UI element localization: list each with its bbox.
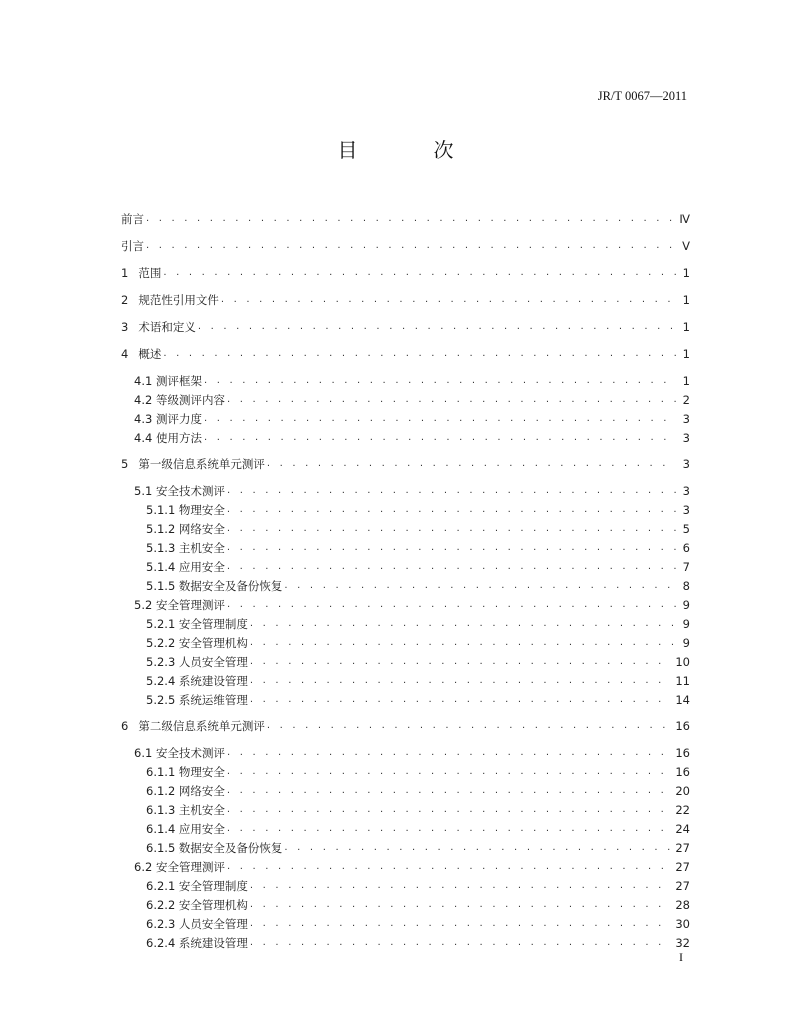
toc-entry[interactable] [121, 482, 690, 498]
toc-entry[interactable] [121, 634, 690, 650]
toc-entry-page: 14 [675, 693, 690, 707]
toc-entry-number: 6 [121, 719, 129, 733]
toc-entry-label [121, 936, 250, 950]
dot-leader [227, 503, 676, 517]
dot-leader [227, 860, 671, 874]
toc-entry-number: 1 [121, 266, 129, 280]
toc-entry[interactable] [121, 501, 690, 517]
toc-entry-text: 6.2.1 安全管理制度 [146, 879, 248, 893]
toc-entry-text: 5.2.1 安全管理制度 [146, 617, 248, 631]
toc-entry-label [121, 746, 227, 760]
toc-entry-text: 5.2.5 系统运维管理 [146, 693, 248, 707]
toc-entry[interactable] [121, 210, 690, 226]
toc-entry-text: 前言 [121, 212, 144, 226]
toc-entry-page: 3 [682, 431, 690, 445]
toc-entry-page: 32 [675, 936, 690, 950]
toc-entry-page: 3 [682, 503, 690, 517]
dot-leader [227, 393, 676, 407]
toc-entry-page: 27 [675, 879, 690, 893]
toc-entry-page: 24 [675, 822, 690, 836]
toc-entry[interactable] [121, 391, 690, 407]
toc-entry[interactable] [121, 615, 690, 631]
toc-entry-number: 3 [121, 320, 129, 334]
toc-entry-label [121, 560, 227, 574]
dot-leader [284, 579, 676, 593]
toc-entry-label [121, 636, 250, 650]
toc-entry[interactable] [121, 915, 690, 931]
dot-leader [267, 719, 672, 733]
toc-entry-text: 5.1.3 主机安全 [146, 541, 225, 555]
toc-entry-number: 4 [121, 347, 129, 361]
toc-entry-label [121, 239, 146, 253]
dot-leader [250, 693, 671, 707]
toc-entry-label [121, 917, 250, 931]
toc-entry-label [121, 617, 250, 631]
dot-leader [250, 617, 676, 631]
toc-entry[interactable] [121, 558, 690, 574]
toc-entry[interactable] [121, 672, 690, 688]
dot-leader [146, 239, 676, 253]
toc-entry-page: 20 [675, 784, 690, 798]
toc-entry-label [121, 841, 284, 855]
toc-entry[interactable] [121, 291, 690, 307]
toc-entry-page: 16 [675, 719, 690, 733]
toc-entry[interactable] [121, 896, 690, 912]
standard-code: JR/T 0067—2011 [597, 89, 687, 103]
dot-leader [227, 784, 671, 798]
toc-entry-page: 9 [682, 636, 690, 650]
toc-entry-text: 5.2.4 系统建设管理 [146, 674, 248, 688]
toc-entry[interactable] [121, 691, 690, 707]
page-number: I [679, 950, 683, 964]
dot-leader [204, 431, 676, 445]
toc-entry-page: 8 [682, 579, 690, 593]
toc-entry[interactable] [121, 839, 690, 855]
toc-entry-page: 1 [682, 293, 690, 307]
toc-entry-page: 7 [682, 560, 690, 574]
dot-leader [221, 293, 676, 307]
toc-entry[interactable] [121, 744, 690, 760]
toc-entry[interactable] [121, 429, 690, 445]
toc-entry-text: 6.1.5 数据安全及备份恢复 [146, 841, 283, 855]
dot-leader [250, 674, 671, 688]
toc-entry[interactable] [121, 577, 690, 593]
toc-entry-text: 5.1.4 应用安全 [146, 560, 225, 574]
dot-leader [250, 898, 671, 912]
toc-entry-label [121, 765, 227, 779]
toc-entry[interactable] [121, 801, 690, 817]
toc-entry-text: 5.2.2 安全管理机构 [146, 636, 248, 650]
toc-entry[interactable] [121, 782, 690, 798]
dot-leader [267, 457, 676, 471]
toc-entry-page: 11 [675, 674, 690, 688]
toc-entry-text: 6.1.1 物理安全 [146, 765, 225, 779]
toc-entry-text: 范围 [138, 266, 162, 280]
dot-leader [227, 560, 676, 574]
toc-entry-page: 3 [682, 412, 690, 426]
dot-leader [227, 484, 676, 498]
toc-entry-page: 22 [675, 803, 690, 817]
toc-entry-label [121, 457, 267, 471]
toc-entry-page: 3 [682, 457, 690, 471]
toc-entry-page: 5 [682, 522, 690, 536]
toc-entry-label [121, 579, 284, 593]
toc-entry-text: 规范性引用文件 [138, 293, 219, 307]
toc-entry-text: 第二级信息系统单元测评 [138, 719, 265, 733]
dot-leader [250, 936, 671, 950]
dot-leader [227, 765, 671, 779]
toc-entry-text: 6.1.2 网络安全 [146, 784, 225, 798]
toc-entry-text: 5.2.3 人员安全管理 [146, 655, 248, 669]
dot-leader [227, 803, 671, 817]
toc-entry-label [121, 393, 227, 407]
toc-entry-text: 5.2 安全管理测评 [134, 598, 225, 612]
toc-entry-page: 16 [675, 765, 690, 779]
toc-entry[interactable] [121, 520, 690, 536]
dot-leader [227, 541, 676, 555]
toc-entry[interactable] [121, 345, 690, 361]
toc-entry-page: 1 [682, 320, 690, 334]
toc-entry-label [121, 347, 163, 361]
toc-entry-label [121, 719, 267, 733]
toc-entry[interactable] [121, 653, 690, 669]
toc-entry-page: 6 [682, 541, 690, 555]
toc-entry-label [121, 503, 227, 517]
toc-entry-label [121, 674, 250, 688]
toc-entry-text: 5.1 安全技术测评 [134, 484, 225, 498]
toc-entry-page: 1 [682, 347, 690, 361]
toc-entry[interactable] [121, 237, 690, 253]
toc-entry[interactable] [121, 877, 690, 893]
dot-leader [204, 374, 676, 388]
toc-entry-page: 1 [682, 374, 690, 388]
dot-leader [146, 212, 675, 226]
toc-entry-page: 10 [675, 655, 690, 669]
toc-entry-page: 28 [675, 898, 690, 912]
toc-entry-label [121, 320, 198, 334]
toc-entry-text: 5.1.5 数据安全及备份恢复 [146, 579, 283, 593]
toc-entry[interactable] [121, 264, 690, 280]
toc-entry-page: 1 [682, 266, 690, 280]
toc-entry-text: 6.1.3 主机安全 [146, 803, 225, 817]
toc-entry-label [121, 693, 250, 707]
toc-entry[interactable] [121, 455, 690, 471]
toc-entry[interactable] [121, 318, 690, 334]
toc-entry[interactable] [121, 858, 690, 874]
dot-leader [227, 746, 671, 760]
toc-entry-text: 6.2.3 人员安全管理 [146, 917, 248, 931]
toc-entry-text: 术语和定义 [138, 320, 196, 334]
toc-entry[interactable] [121, 539, 690, 555]
dot-leader [204, 412, 676, 426]
toc-entry-number: 2 [121, 293, 129, 307]
toc-entry-text: 4.3 测评力度 [134, 412, 202, 426]
toc-entry-page: 27 [675, 860, 690, 874]
toc-entry-text: 概述 [138, 347, 162, 361]
toc-entry-label [121, 522, 227, 536]
dot-leader [198, 320, 676, 334]
toc-entry-label [121, 898, 250, 912]
dot-leader [250, 655, 671, 669]
toc-entry-label [121, 784, 227, 798]
toc-entry-page: 3 [682, 484, 690, 498]
toc-entry[interactable] [121, 934, 690, 950]
toc-entry-label [121, 266, 163, 280]
toc-entry-text: 5.1.1 物理安全 [146, 503, 225, 517]
toc-entry-text: 6.2 安全管理测评 [134, 860, 225, 874]
toc-entry-label [121, 822, 227, 836]
dot-leader [284, 841, 671, 855]
dot-leader [163, 347, 676, 361]
toc-entry-label [121, 803, 227, 817]
toc-entry-label [121, 484, 227, 498]
toc-entry-page: 16 [675, 746, 690, 760]
toc-entry-label [121, 879, 250, 893]
toc-entry-text: 4.4 使用方法 [134, 431, 202, 445]
toc-entry-label [121, 293, 221, 307]
toc-entry[interactable] [121, 372, 690, 388]
toc-entry-label [121, 212, 146, 226]
toc-entry-text: 6.1.4 应用安全 [146, 822, 225, 836]
toc-entry-label [121, 860, 227, 874]
dot-leader [227, 822, 671, 836]
toc-entry-text: 引言 [121, 239, 144, 253]
toc-entry-text: 6.2.2 安全管理机构 [146, 898, 248, 912]
toc-entry-label [121, 431, 204, 445]
toc-entry[interactable] [121, 763, 690, 779]
page-title: 目 次 [337, 138, 482, 162]
dot-leader [250, 636, 676, 650]
toc-entry[interactable] [121, 596, 690, 612]
toc-entry-page: 9 [682, 617, 690, 631]
toc-entry[interactable] [121, 410, 690, 426]
dot-leader [227, 522, 676, 536]
dot-leader [227, 598, 676, 612]
toc-entry-label [121, 655, 250, 669]
toc-entry-label [121, 412, 204, 426]
dot-leader [250, 917, 671, 931]
toc-entry-page: 9 [682, 598, 690, 612]
toc-entry-text: 5.1.2 网络安全 [146, 522, 225, 536]
toc-entry-text: 6.2.4 系统建设管理 [146, 936, 248, 950]
dot-leader [250, 879, 671, 893]
toc-entry-page: Ⅴ [682, 239, 690, 253]
dot-leader [163, 266, 676, 280]
toc-entry-text: 第一级信息系统单元测评 [138, 457, 265, 471]
toc-entry-page: Ⅳ [679, 212, 690, 226]
toc-entry-text: 6.1 安全技术测评 [134, 746, 225, 760]
toc-entry[interactable] [121, 717, 690, 733]
toc-entry-text: 4.2 等级测评内容 [134, 393, 225, 407]
toc-entry-text: 4.1 测评框架 [134, 374, 202, 388]
toc-entry-label [121, 374, 204, 388]
toc-entry[interactable] [121, 820, 690, 836]
toc-entry-page: 2 [682, 393, 690, 407]
toc-entry-page: 27 [675, 841, 690, 855]
toc-entry-number: 5 [121, 457, 129, 471]
toc-entry-label [121, 541, 227, 555]
toc-entry-label [121, 598, 227, 612]
toc-entry-page: 30 [675, 917, 690, 931]
